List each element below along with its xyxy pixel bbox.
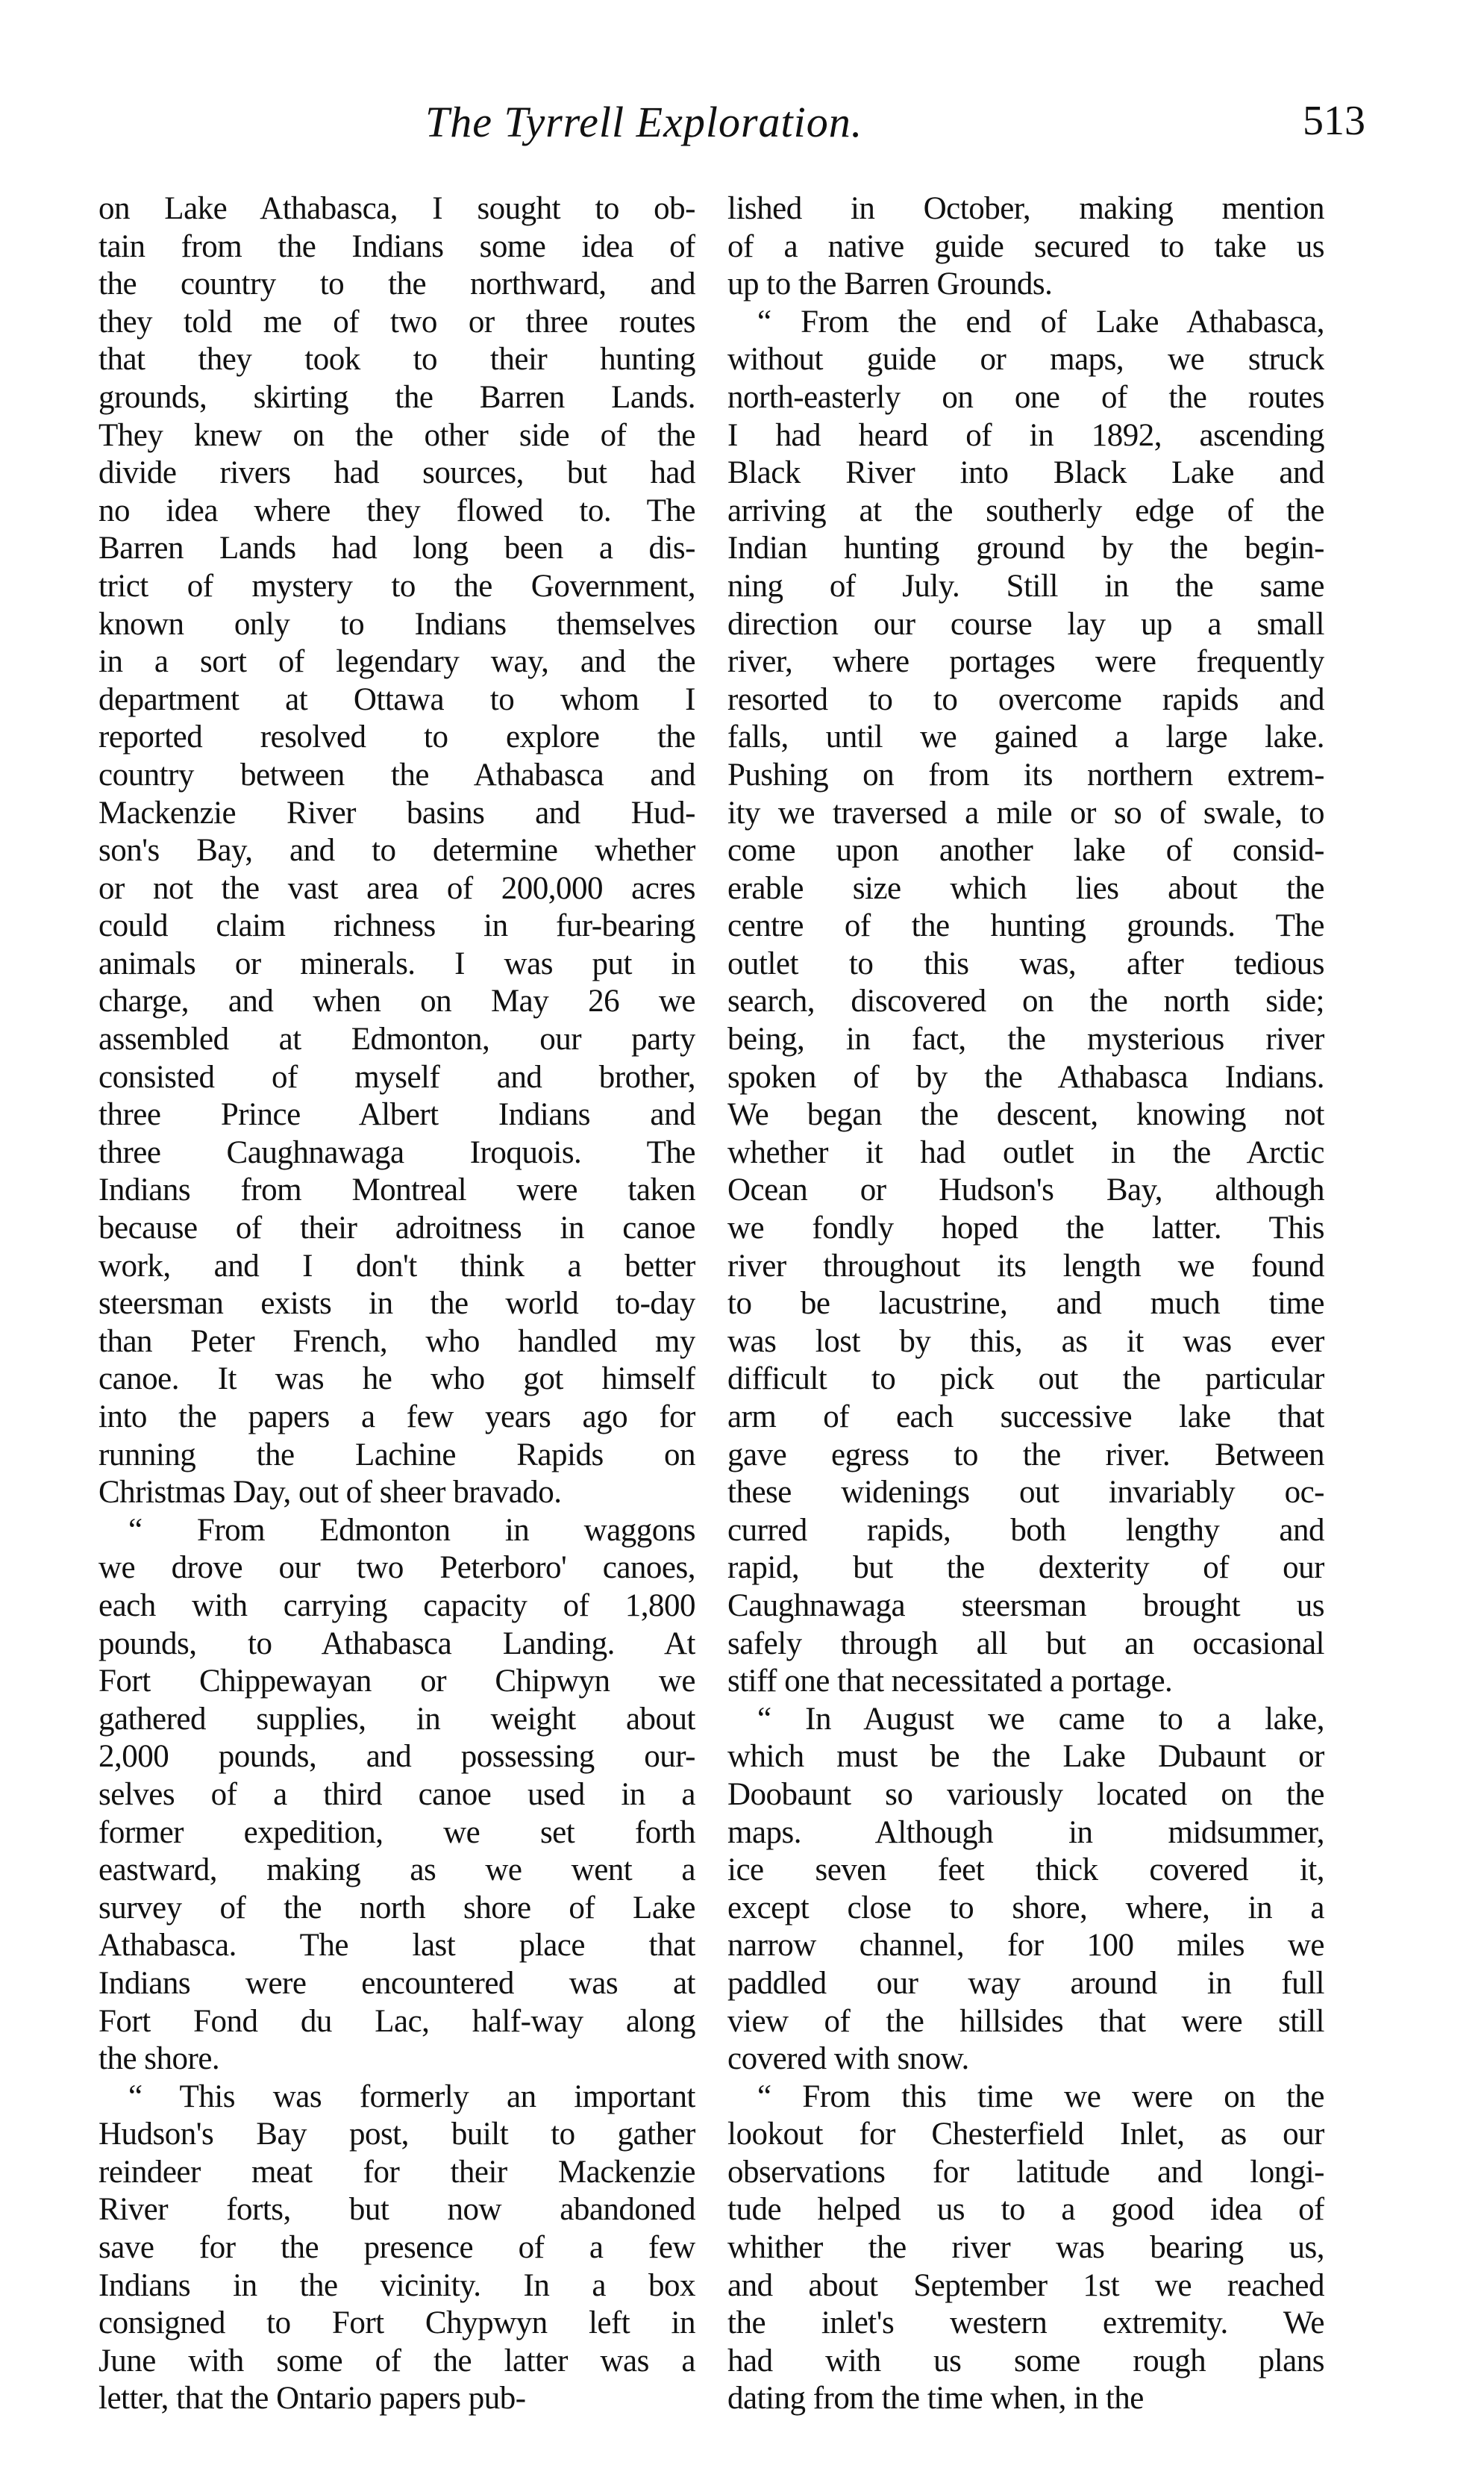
text-line: steersman exists in the world to-day xyxy=(98,1286,695,1322)
text-line: Indians were encountered was at xyxy=(98,1965,695,2001)
text-line: Indians from Montreal were taken xyxy=(98,1172,695,1208)
text-line: Fort Fond du Lac, half-way along xyxy=(98,2003,695,2039)
text-line: work, and I don't think a better xyxy=(98,1248,695,1284)
text-line: than Peter French, who handled my xyxy=(98,1323,695,1359)
text-line: eastward, making as we went a xyxy=(98,1852,695,1888)
text-line: was lost by this, as it was ever xyxy=(727,1323,1324,1359)
text-line: to be lacustrine, and much time xyxy=(727,1286,1324,1322)
text-line: whither the river was bearing us, xyxy=(727,2230,1324,2266)
text-line: canoe. It was he who got himself xyxy=(98,1361,695,1397)
text-line: charge, and when on May 26 we xyxy=(98,984,695,1019)
text-line: Ocean or Hudson's Bay, although xyxy=(727,1172,1324,1208)
text-line: come upon another lake of consid- xyxy=(727,833,1324,869)
text-line: “ From Edmonton in waggons xyxy=(128,1512,695,1548)
text-line: or not the vast area of 200,000 acres xyxy=(98,870,695,906)
text-line: each with carrying capacity of 1,800 xyxy=(98,1587,695,1623)
text-line: “ From this time we were on the xyxy=(757,2078,1324,2114)
text-line: the shore. xyxy=(98,2041,220,2077)
text-line: river, where portages were frequently xyxy=(727,644,1324,680)
text-line: view of the hillsides that were still xyxy=(727,2003,1324,2039)
text-line: Indians in the vicinity. In a box xyxy=(98,2267,695,2303)
text-line: Caughnawaga steersman brought us xyxy=(727,1587,1324,1623)
text-line: tain from the Indians some idea of xyxy=(98,228,695,264)
text-line: being, in fact, the mysterious river xyxy=(727,1022,1324,1058)
text-line: no idea where they flowed to. The xyxy=(98,493,695,528)
text-line: Mackenzie River basins and Hud- xyxy=(98,795,695,831)
text-line: They knew on the other side of the xyxy=(98,417,695,453)
text-line: in a sort of legendary way, and the xyxy=(98,644,695,680)
text-line: former expedition, we set forth xyxy=(98,1814,695,1850)
text-line: three Prince Albert Indians and xyxy=(98,1097,695,1133)
left-column xyxy=(98,190,695,2418)
text-line: “ This was formerly an important xyxy=(128,2078,695,2114)
text-line: arriving at the southerly edge of the xyxy=(727,493,1324,528)
text-line: on Lake Athabasca, I sought to ob- xyxy=(98,191,695,226)
text-line: and about September 1st we reached xyxy=(727,2267,1324,2303)
text-line: lookout for Chesterfield Inlet, as our xyxy=(727,2117,1324,2152)
text-line: son's Bay, and to determine whether xyxy=(98,833,695,869)
page-number: 513 xyxy=(1303,98,1365,144)
text-line: trict of mystery to the Government, xyxy=(98,568,695,604)
text-line: “ In August we came to a lake, xyxy=(757,1701,1324,1737)
text-line: June with some of the latter was a xyxy=(98,2343,695,2379)
text-line: ity we traversed a mile or so of swale, to xyxy=(727,795,1324,831)
text-line: tude helped us to a good idea of xyxy=(727,2192,1324,2228)
text-line: stiff one that necessitated a portage. xyxy=(727,1664,1173,1699)
text-line: without guide or maps, we struck xyxy=(727,342,1324,378)
text-line: because of their adroitness in canoe xyxy=(98,1211,695,1246)
text-line: save for the presence of a few xyxy=(98,2230,695,2266)
text-line: We began the descent, knowing not xyxy=(727,1097,1324,1133)
text-line: observations for latitude and longi- xyxy=(727,2154,1324,2190)
text-line: dating from the time when, in the xyxy=(727,2381,1144,2417)
text-line: that they took to their hunting xyxy=(98,342,695,378)
text-line: which must be the Lake Dubaunt or xyxy=(727,1739,1324,1775)
text-line: lished in October, making mention xyxy=(727,191,1324,226)
text-line: survey of the north shore of Lake xyxy=(98,1890,695,1926)
text-line: 2,000 pounds, and possessing our- xyxy=(98,1739,695,1775)
text-line: gathered supplies, in weight about xyxy=(98,1701,695,1737)
text-line: known only to Indians themselves xyxy=(98,606,695,642)
text-line: curred rapids, both lengthy and xyxy=(727,1512,1324,1548)
text-line: ice seven feet thick covered it, xyxy=(727,1852,1324,1888)
text-line: grounds, skirting the Barren Lands. xyxy=(98,379,695,415)
text-line: they told me of two or three routes xyxy=(98,304,695,340)
text-line: erable size which lies about the xyxy=(727,870,1324,906)
text-line: gave egress to the river. Between xyxy=(727,1437,1324,1472)
text-line: Barren Lands had long been a dis- xyxy=(98,531,695,566)
text-line: river throughout its length we found xyxy=(727,1248,1324,1284)
text-line: letter, that the Ontario papers pub- xyxy=(98,2381,526,2417)
text-line: consigned to Fort Chypwyn left in xyxy=(98,2305,695,2341)
text-line: the country to the northward, and xyxy=(98,266,695,302)
text-line: had with us some rough plans xyxy=(727,2343,1324,2379)
text-line: difficult to pick out the particular xyxy=(727,1361,1324,1397)
text-line: direction our course lay up a small xyxy=(727,606,1324,642)
text-line: River forts, but now abandoned xyxy=(98,2192,695,2228)
text-line: we drove our two Peterboro' canoes, xyxy=(98,1550,695,1586)
text-line: assembled at Edmonton, our party xyxy=(98,1022,695,1058)
text-line: up to the Barren Grounds. xyxy=(727,266,1053,302)
text-line: paddled our way around in full xyxy=(727,1965,1324,2001)
text-line: consisted of myself and brother, xyxy=(98,1059,695,1095)
text-line: reindeer meat for their Mackenzie xyxy=(98,2154,695,2190)
text-line: three Caughnawaga Iroquois. The xyxy=(98,1134,695,1170)
text-line: Indian hunting ground by the begin- xyxy=(727,531,1324,566)
text-line: Pushing on from its northern extrem- xyxy=(727,757,1324,793)
text-line: except close to shore, where, in a xyxy=(727,1890,1324,1926)
text-line: whether it had outlet in the Arctic xyxy=(727,1134,1324,1170)
text-line: could claim richness in fur-bearing xyxy=(98,908,695,944)
text-line: ning of July. Still in the same xyxy=(727,568,1324,604)
text-line: country between the Athabasca and xyxy=(98,757,695,793)
page-header xyxy=(97,97,1365,157)
right-column xyxy=(727,190,1324,2418)
text-line: Fort Chippewayan or Chipwyn we xyxy=(98,1664,695,1699)
text-line: of a native guide secured to take us xyxy=(727,228,1324,264)
text-line: arm of each successive lake that xyxy=(727,1399,1324,1434)
text-line: narrow channel, for 100 miles we xyxy=(727,1928,1324,1964)
text-line: Athabasca. The last place that xyxy=(98,1928,695,1964)
text-line: “ From the end of Lake Athabasca, xyxy=(757,304,1324,340)
text-line: reported resolved to explore the xyxy=(98,719,695,755)
text-line: department at Ottawa to whom I xyxy=(98,681,695,717)
text-line: we fondly hoped the latter. This xyxy=(727,1211,1324,1246)
text-line: Black River into Black Lake and xyxy=(727,455,1324,491)
text-line: these widenings out invariably oc- xyxy=(727,1475,1324,1511)
text-line: Doobaunt so variously located on the xyxy=(727,1776,1324,1812)
text-line: Hudson's Bay post, built to gather xyxy=(98,2117,695,2152)
text-line: outlet to this was, after tedious xyxy=(727,946,1324,981)
text-line: safely through all but an occasional xyxy=(727,1625,1324,1661)
running-title: The Tyrrell Exploration. xyxy=(425,98,863,146)
text-line: into the papers a few years ago for xyxy=(98,1399,695,1434)
text-line: divide rivers had sources, but had xyxy=(98,455,695,491)
text-line: north-easterly on one of the routes xyxy=(727,379,1324,415)
text-line: pounds, to Athabasca Landing. At xyxy=(98,1625,695,1661)
text-line: resorted to to overcome rapids and xyxy=(727,681,1324,717)
text-line: selves of a third canoe used in a xyxy=(98,1776,695,1812)
text-line: search, discovered on the north side; xyxy=(727,984,1324,1019)
text-line: rapid, but the dexterity of our xyxy=(727,1550,1324,1586)
text-line: animals or minerals. I was put in xyxy=(98,946,695,981)
text-line: maps. Although in midsummer, xyxy=(727,1814,1324,1850)
text-line: centre of the hunting grounds. The xyxy=(727,908,1324,944)
text-line: falls, until we gained a large lake. xyxy=(727,719,1324,755)
text-line: the inlet's western extremity. We xyxy=(727,2305,1324,2341)
text-line: running the Lachine Rapids on xyxy=(98,1437,695,1472)
text-line: spoken of by the Athabasca Indians. xyxy=(727,1059,1324,1095)
text-line: covered with snow. xyxy=(727,2041,969,2077)
text-line: Christmas Day, out of sheer bravado. xyxy=(98,1475,562,1511)
text-line: I had heard of in 1892, ascending xyxy=(727,417,1324,453)
